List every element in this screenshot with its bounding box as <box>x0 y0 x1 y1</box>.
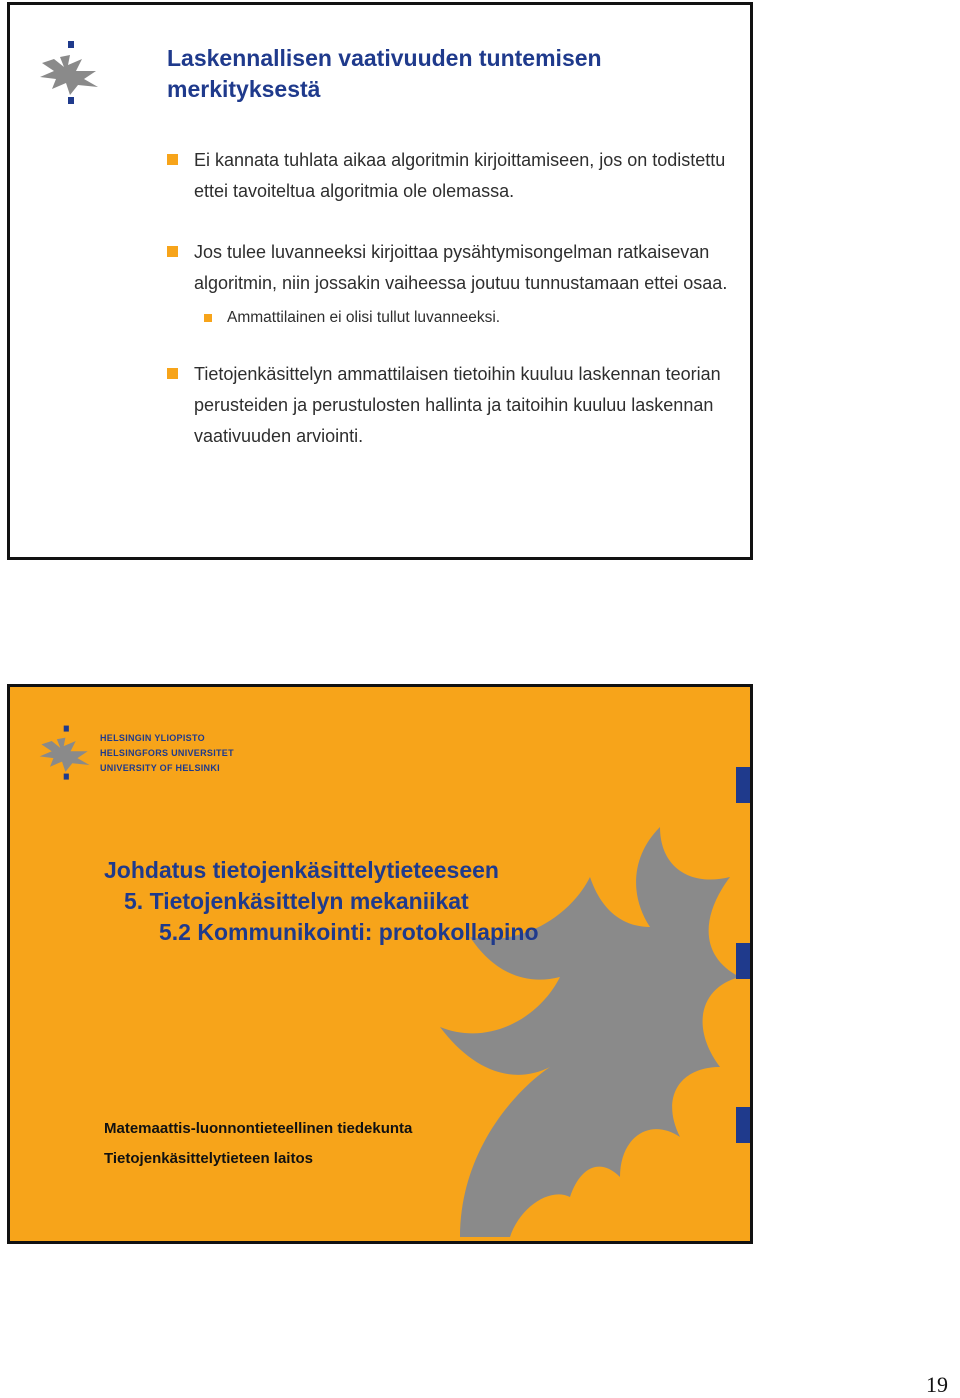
slide-1 <box>7 2 753 560</box>
faculty-footer: Matemaattis-luonnontieteellinen tiedekunta Tietojenkäsittelytieteen laitos <box>104 1120 413 1167</box>
university-flame-logo-icon <box>38 723 98 783</box>
bullet-item: Jos tulee luvanneeksi kirjoittaa pysähtymisongelman ratkaisevan algoritmin, niin jossakin vaiheessa joutuu tunnustamaan ettei osaa. <box>167 237 747 299</box>
bullet-square-icon <box>204 314 212 322</box>
bullet-square-icon <box>167 154 178 165</box>
bullet-item: Ei kannata tuhlata aikaa algoritmin kirjoittamiseen, jos on todistettu ettei tavoiteltua algoritmia ole olemassa. <box>167 145 747 207</box>
flame-graphic <box>400 767 753 1237</box>
university-name: HELSINGIN YLIOPISTO HELSINGFORS UNIVERSITET UNIVERSITY OF HELSINKI <box>100 733 234 773</box>
university-flame-logo-icon <box>38 41 108 105</box>
slide-title: Laskennallisen vaativuuden tuntemisen merkityksestä <box>167 45 602 102</box>
bullet-square-icon <box>167 368 178 379</box>
page-number: 19 <box>926 1372 948 1397</box>
bullet-item: Tietojenkäsittelyn ammattilaisen tietoihin kuuluu laskennan teorian perusteiden ja perustulosten hallinta ja taitoihin kuuluu laskennan vaativuuden arviointi. <box>167 359 747 452</box>
bullet-list <box>167 145 747 452</box>
sub-bullet-item: Ammattilainen ei olisi tullut luvanneeksi. <box>167 305 747 331</box>
slide-title: Johdatus tietojenkäsittelytieteeseen 5. Tietojenkäsittelyn mekaniikat 5.2 Kommunikointi: protokollapino <box>104 857 539 945</box>
bullet-square-icon <box>167 246 178 257</box>
slide-2 <box>7 684 753 1244</box>
